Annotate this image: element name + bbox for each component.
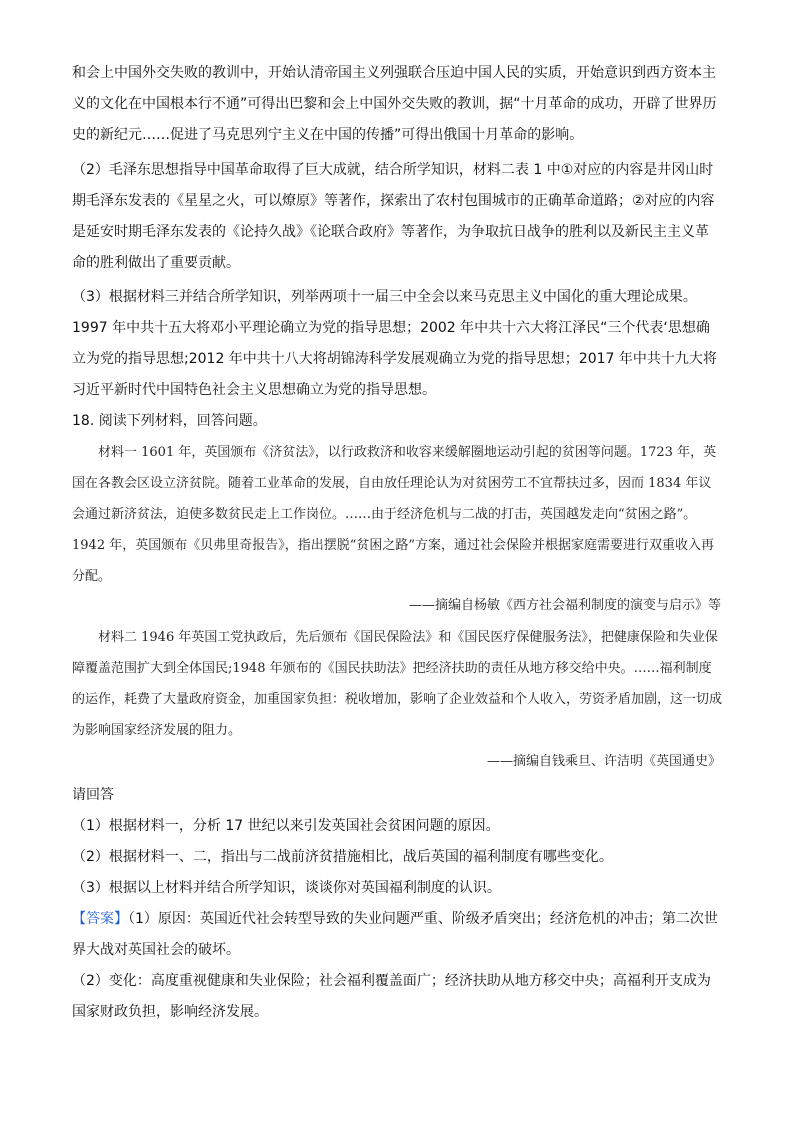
material-one-source: ——摘编自杨敏《西方社会福利制度的演变与启示》等 (408, 598, 721, 613)
sub-question-2: （2）根据材料一、二，指出与二战前济贫措施相比，战后英国的福利制度有哪些变化。 (72, 849, 613, 865)
sub-question-1: （1）根据材料一，分析 17 世纪以来引发英国社会贫困问题的原因。 (72, 818, 500, 834)
previous-answer-q3: （3）根据材料三并结合所学知识，列举两项十一届三中全会以来马克思主义中国化的重大理论成果。1997 年中共十五大将邓小平理论确立为党的指导思想；2002 年中共十六大将江泽民“三个代表‘思想确立为党的指导思想;2012 年中共十八大将胡锦涛科学发展观确立为党的指导思想；2017 年中共十九大将习近平新时代中国特色社会主义思想确立为党的指导思想。 (72, 289, 717, 398)
sub-question-3: （3）根据以上材料并结合所学知识，谈谈你对英国福利制度的认识。 (72, 880, 501, 896)
previous-answer-q2: （2）毛泽东思想指导中国革命取得了巨大成就，结合所学知识，材料二表 1 中①对应的内容是井冈山时期毛泽东发表的《星星之火，可以燎原》等著作，探索出了农村包围城市的正确革命道路；②对应的内容是延安时期毛泽东发表的《论持久战》《论联合政府》等著作，为争取抗日战争的胜利以及新民主主义革命的胜利做出了重要贡献。 (72, 162, 715, 271)
question-18-title: 18. 阅读下列材料，回答问题。 (72, 413, 267, 429)
answer-2: （2）变化：高度重视健康和失业保险；社会福利覆盖面广；经济扶助从地方移交中央；高福利开支成为国家财政负担，影响经济发展。 (72, 973, 711, 1020)
material-two-source: ——摘编自钱乘旦、许洁明《英国通史》 (486, 754, 721, 769)
material-one: 材料一 1601 年，英国颁布《济贫法》，以行政救济和收容来缓解圈地运动引起的贫困等问题。1723 年，英国在各教会区设立济贫院。随着工业革命的发展，自由放任理论认为对贫困劳工不宜帮扶过多，因而 1834 年议会通过新济贫法，迫使多数贫民走上工作岗位。……由于经济危机与二战的打击，英国越发走向“贫困之路”。1942 年，英国颁布《贝弗里奇报告》，指出摆脱“贫困之路”方案，通过社会保险并根据家庭需要进行双重收入再分配。 (72, 445, 717, 584)
answer-1-text: （1）原因：英国近代社会转型导致的失业问题严重、阶级矛盾突出；经济危机的冲击；第二次世界大战对英国社会的破坏。 (72, 911, 718, 958)
answer-1 (72, 904, 722, 966)
previous-answer-continuation: 和会上中国外交失败的教训中，开始认清帝国主义列强联合压迫中国人民的实质，开始意识到西方资本主义的文化在中国根本行不通”可得出巴黎和会上中国外交失败的教训，据“十月革命的成功，开辟了世界历史的新纪元……促进了马克思列宁主义在中国的传播”可得出俄国十月革命的影响。 (72, 65, 717, 143)
material-two: 材料二 1946 年英国工党执政后，先后颁布《国民保险法》和《国民医疗保健服务法》，把健康保险和失业保障覆盖范围扩大到全体国民;1948 年颁布的《国民扶助法》把经济扶助的责任从地方移交给中央。……福利制度的运作，耗费了大量政府资金，加重国家负担：税收增加，影响了企业效益和个人收入，劳资矛盾加剧，这一切成为影响国家经济发展的阻力。 (72, 630, 723, 738)
answer-tag: 【答案】 (72, 911, 128, 927)
ask-prompt: 请回答 (72, 787, 114, 803)
